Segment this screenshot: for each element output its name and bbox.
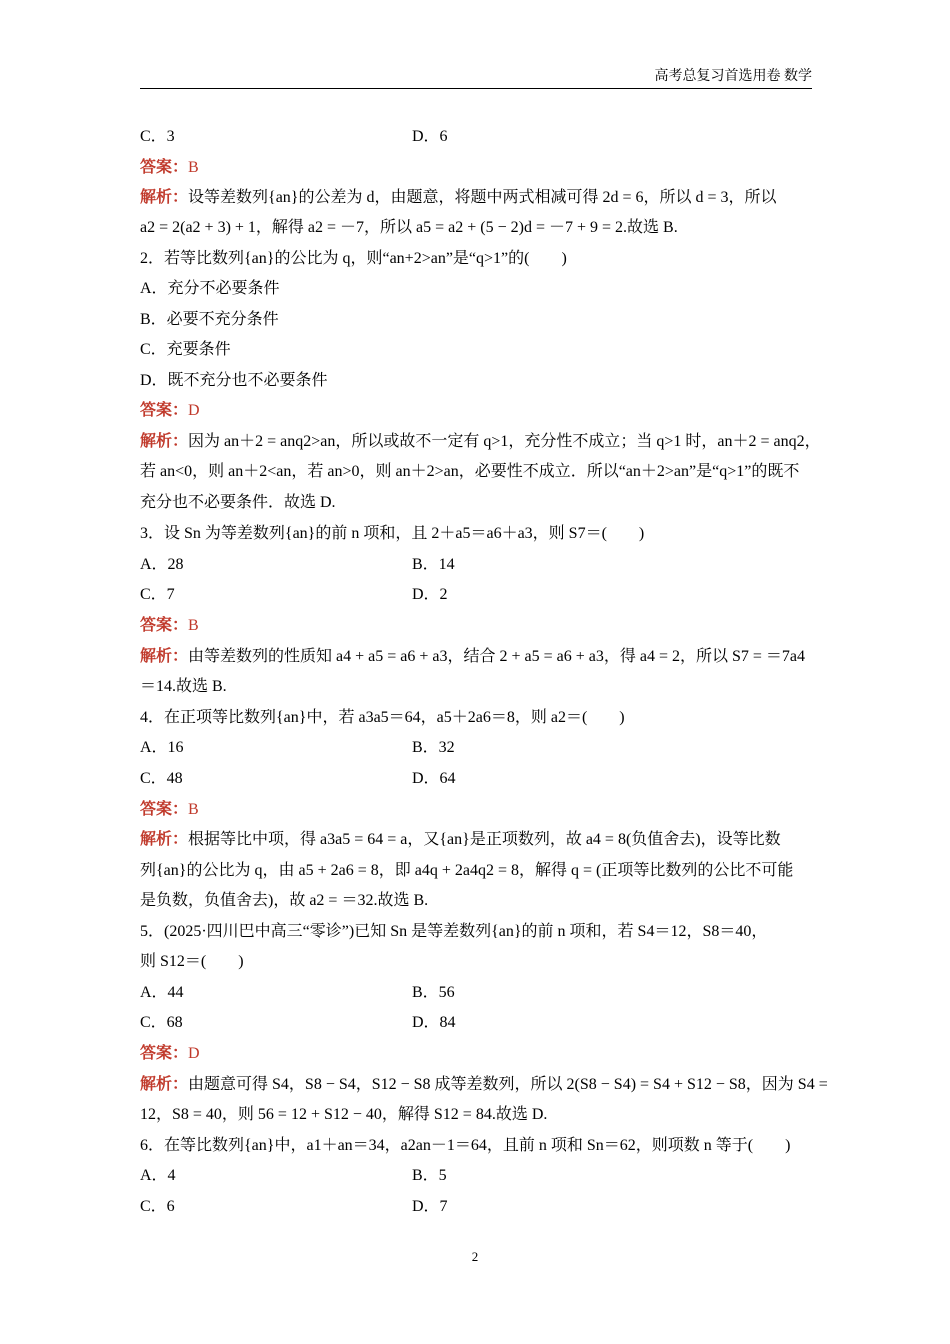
option-b: B．32 [412,739,455,756]
analysis-text: 设等差数列{an}的公差为 d，由题意，将题中两式相减可得 2d = 6，所以 d = 3，所以 [188,189,777,206]
option-a: A．充分不必要条件 [140,280,280,297]
analysis-text: 充分也不必要条件．故选 D. [140,494,336,511]
answer-line [140,800,199,820]
analysis-line [140,188,777,208]
question-2: 2．若等比数列{an}的公比为 q，则“an+2>an”是“q>1”的( ) [140,250,567,267]
option-c: C．7 [140,586,175,603]
analysis-text: a2 = 2(a2 + 3) + 1，解得 a2 = －7，所以 a5 = a2 + (5 − 2)d = －7 + 9 = 2.故选 B. [140,219,678,236]
analysis-text: 根据等比中项，得 a3a5 = 64 = a，又{an}是正项数列，故 a4 = 8(负值舍去)，设等比数 [188,831,781,848]
analysis-text: 因为 an＋2 = anq2>an，所以或故不一定有 q>1，充分性不成立；当 q>1 时，an＋2 = anq2， [188,433,821,450]
option-d: D．7 [412,1198,448,1215]
analysis-text: 12，S8 = 40，则 56 = 12 + S12 − 40，解得 S12 = 84.故选 D. [140,1106,548,1123]
option-b: B．必要不充分条件 [140,311,279,328]
option-c: C．3 [140,128,175,145]
answer-value: B [188,159,199,176]
answer-label: 答案： [140,1045,189,1062]
analysis-text: 由等差数列的性质知 a4 + a5 = a6 + a3，结合 2 + a5 = a6 + a3，得 a4 = 2，所以 S7 = ＝7a4 [188,648,806,665]
option-c: C．6 [140,1198,175,1215]
option-d: D．既不充分也不必要条件 [140,372,328,389]
option-c: C．68 [140,1014,183,1031]
answer-line [140,616,199,636]
answer-label: 答案： [140,617,189,634]
answer-value: D [188,1045,200,1062]
question-5-cont: 则 S12＝( ) [140,953,244,970]
analysis-line [140,830,781,850]
option-a: A．28 [140,556,184,573]
analysis-label: 解析： [140,189,189,206]
analysis-line [140,432,821,452]
answer-line [140,158,199,178]
option-a: A．16 [140,739,184,756]
analysis-text: ＝14.故选 B. [140,678,227,695]
answer-line [140,401,200,421]
option-d: D．6 [412,128,448,145]
answer-label: 答案： [140,159,189,176]
analysis-text: 由题意可得 S4，S8 − S4，S12 − S8 成等差数列，所以 2(S8 − S4) = S4 + S12 − S8，因为 S4 = [188,1076,828,1093]
option-b: B．5 [412,1167,447,1184]
option-d: D．2 [412,586,448,603]
question-4: 4．在正项等比数列{an}中，若 a3a5＝64，a5＋2a6＝8，则 a2＝( ) [140,709,625,726]
answer-value: B [188,801,199,818]
header-rule [140,88,812,89]
option-c: C．充要条件 [140,341,231,358]
analysis-text: 是负数，负值舍去)，故 a2 = ＝32.故选 B. [140,892,429,909]
answer-line [140,1044,200,1064]
option-b: B．56 [412,984,455,1001]
option-d: D．84 [412,1014,456,1031]
analysis-text: 若 an<0，则 an＋2<an，若 an>0，则 an＋2>an，必要性不成立．所以“an＋2>an”是“q>1”的既不 [140,463,800,480]
answer-label: 答案： [140,801,189,818]
question-6: 6．在等比数列{an}中，a1＋an＝34，a2an－1＝64，且前 n 项和 Sn＝62，则项数 n 等于( ) [140,1137,791,1154]
analysis-line [140,647,805,667]
option-d: D．64 [412,770,456,787]
option-c: C．48 [140,770,183,787]
option-a: A．44 [140,984,184,1001]
option-a: A．4 [140,1167,176,1184]
analysis-text: 列{an}的公比为 q，由 a5 + 2a6 = 8，即 a4q + 2a4q2 = 8，解得 q = (正项等比数列的公比不可能 [140,862,794,879]
answer-value: D [188,402,200,419]
analysis-label: 解析： [140,648,189,665]
answer-value: B [188,617,199,634]
analysis-label: 解析： [140,433,189,450]
option-b: B．14 [412,556,455,573]
page-number: 2 [471,1249,479,1264]
analysis-label: 解析： [140,831,189,848]
question-5: 5．(2025·四川巴中高三“零诊”)已知 Sn 是等差数列{an}的前 n 项和，若 S4＝12，S8＝40， [140,923,768,940]
analysis-label: 解析： [140,1076,189,1093]
question-3: 3．设 Sn 为等差数列{an}的前 n 项和，且 2＋a5＝a6＋a3，则 S7＝( ) [140,525,645,542]
page-header: 高考总复习首选用卷 数学 [654,69,812,84]
answer-label: 答案： [140,402,189,419]
analysis-line [140,1075,828,1095]
